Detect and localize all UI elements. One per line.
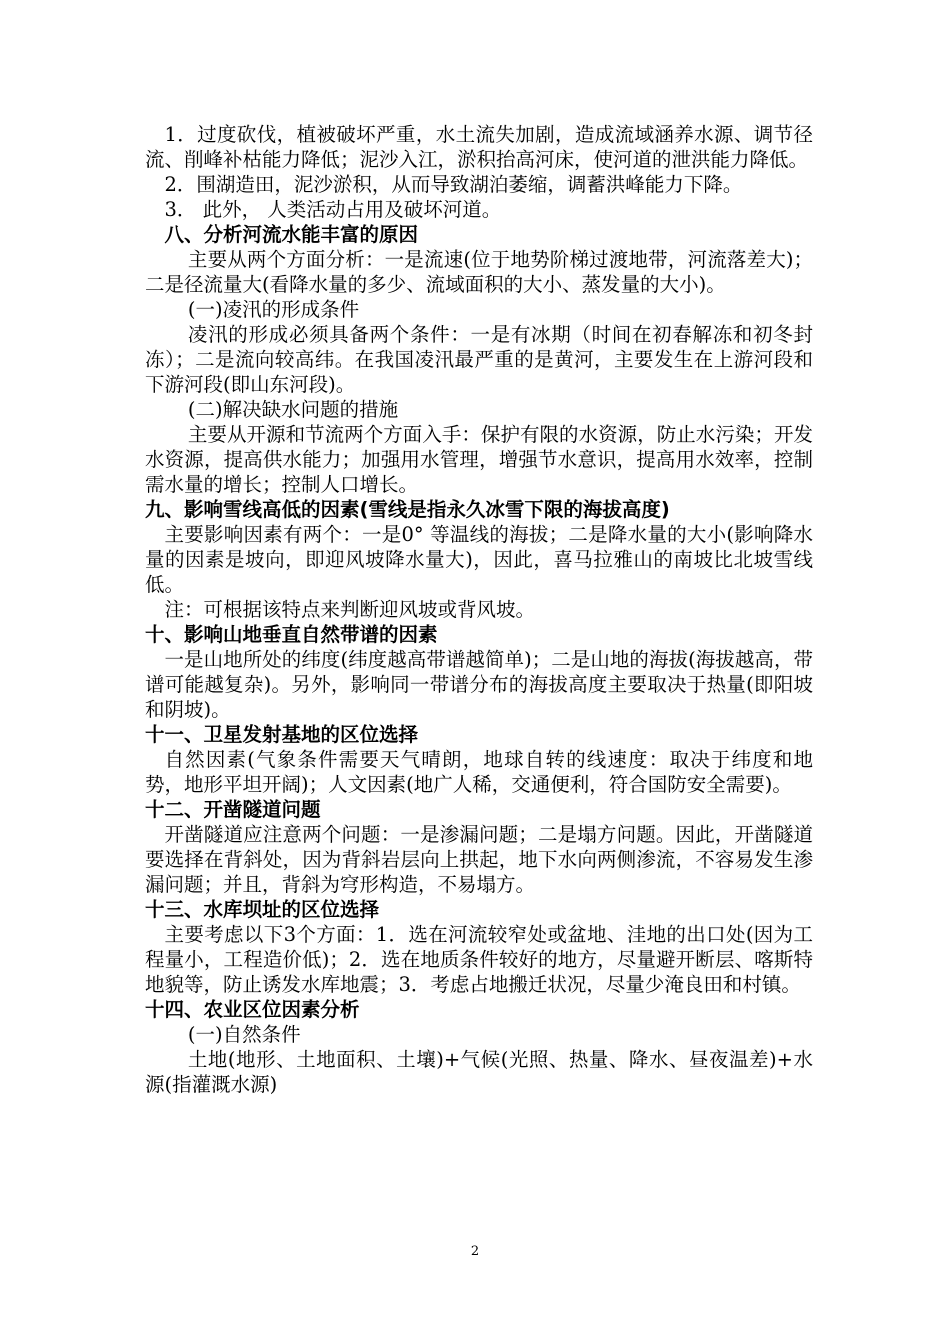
paragraph: 自然因素(气象条件需要天气晴朗，地球自转的线速度：取决于纬度和地势，地形平坦开阔)；人文因素(地广人稀，交通便利，符合国防安全需要)。: [145, 748, 813, 796]
paragraph: 一是山地所处的纬度(纬度越高带谱越简单)；二是山地的海拔(海拔越高，带谱可能越复杂)。另外，影响同一带谱分布的海拔高度主要取决于热量(即阳坡和阴坡)。: [145, 648, 813, 721]
section-heading: 十二、开凿隧道问题: [145, 798, 321, 821]
section-heading: 十一、卫星发射基地的区位选择: [145, 723, 419, 746]
page-number: 2: [470, 1244, 480, 1259]
subsection-heading: (一)自然条件: [187, 1023, 301, 1046]
subsection-heading: (一)凌汛的形成条件: [187, 298, 360, 321]
section-heading: 九、影响雪线高低的因素(雪线是指永久冰雪下限的海拔高度): [145, 498, 670, 521]
paragraph: 1．过度砍伐，植被破坏严重，水土流失加剧，造成流域涵养水源、调节径流、削峰补枯能力降低；泥沙入江，淤积抬高河床，使河道的泄洪能力降低。: [145, 123, 813, 171]
section-heading: 十四、农业区位因素分析: [145, 998, 360, 1021]
document-body: [145, 122, 813, 1097]
subsection-heading: (二)解决缺水问题的措施: [187, 398, 399, 421]
section-heading: 十三、水库坝址的区位选择: [145, 898, 380, 921]
paragraph: 2．围湖造田，泥沙淤积，从而导致湖泊萎缩，调蓄洪峰能力下降。: [164, 173, 743, 196]
paragraph: 土地(地形、土地面积、土壤)+气候(光照、热量、降水、昼夜温差)+水源(指灌溉水源): [145, 1048, 813, 1096]
paragraph: 主要考虑以下3个方面：1．选在河流较窄处或盆地、洼地的出口处(因为工程量小，工程造价低)；2．选在地质条件较好的地方，尽量避开断层、喀斯特地貌等，防止诱发水库地震；3．考虑占地搬迁状况，尽量少淹良田和村镇。: [145, 923, 813, 996]
paragraph: 3． 此外， 人类活动占用及破坏河道。: [164, 198, 502, 221]
paragraph: 主要从两个方面分析：一是流速(位于地势阶梯过渡地带，河流落差大)；二是径流量大(看降水量的多少、流域面积的大小、蒸发量的大小)。: [145, 248, 813, 296]
note: 注：可根据该特点来判断迎风坡或背风坡。: [164, 598, 536, 621]
paragraph: 主要从开源和节流两个方面入手：保护有限的水资源，防止水污染；开发水资源，提高供水能力；加强用水管理，增强节水意识，提高用水效率，控制需水量的增长；控制人口增长。: [145, 423, 813, 496]
paragraph: 开凿隧道应注意两个问题：一是渗漏问题；二是塌方问题。因此，开凿隧道要选择在背斜处，因为背斜岩层向上拱起，地下水向两侧渗流，不容易发生渗漏问题；并且，背斜为穹形构造，不易塌方。: [145, 823, 813, 896]
paragraph: 主要影响因素有两个：一是0° 等温线的海拔；二是降水量的大小(影响降水量的因素是坡向，即迎风坡降水量大)，因此，喜马拉雅山的南坡比北坡雪线低。: [145, 523, 813, 596]
section-heading: 十、影响山地垂直自然带谱的因素: [145, 623, 438, 646]
section-heading: 八、分析河流水能丰富的原因: [164, 223, 419, 246]
paragraph: 凌汛的形成必须具备两个条件：一是有冰期（时间在初春解冻和初冬封冻）；二是流向较高纬。在我国凌汛最严重的是黄河，主要发生在上游河段和下游河段(即山东河段)。: [145, 323, 813, 396]
